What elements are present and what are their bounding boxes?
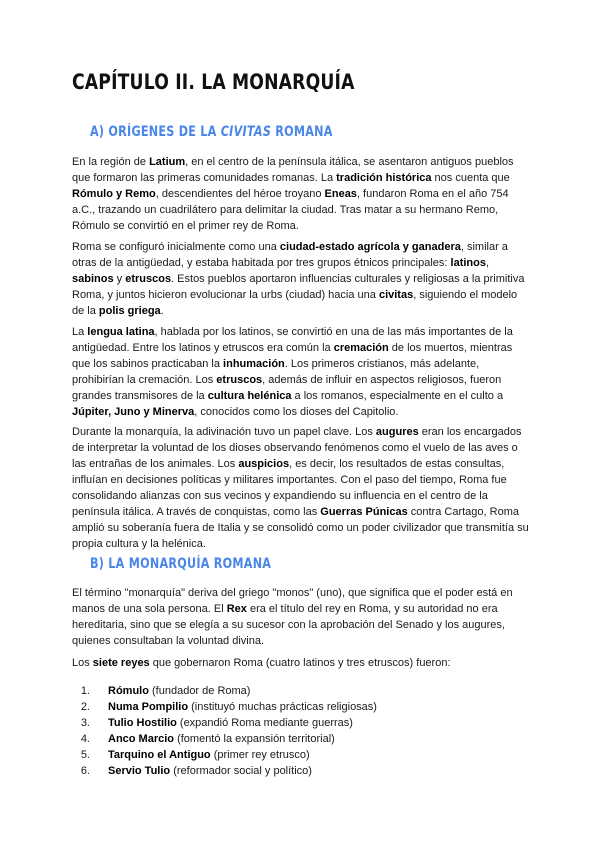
text-run: En la región de [72,156,150,168]
text-run: Los [72,657,93,669]
bold-term: etruscos [125,273,172,285]
paragraph-monarchy-term [72,585,532,649]
bold-term: sabinos [72,273,114,285]
king-description: (expandió Roma mediante guerras) [176,717,353,729]
text-run: , similar a otras de la antigüedad, y estaba habitada por tres grupos étnicos principales: [72,241,508,269]
bold-term: Eneas [324,188,357,200]
text-run: , fundaron Roma en el año 754 a.C., trazando un cuadrilátero para delimitar la ciudad. Tras matar a su hermano Remo, Rómulo se convirtió en el primer rey de Roma. [72,188,509,232]
list-number: 5. [80,749,90,761]
paragraph-city-state [72,239,532,319]
text-run: contra Cartago, Roma amplió su soberanía fuera de Italia y se consolidó como un poder civilizador que transmitía su propia cultura y la helénica. [72,506,529,550]
text-run: . Estos pueblos aportaron influencias culturales y religiosas a la primitiva Roma, y juntos hicieron evolucionar la urbs (ciudad) hacia una [72,273,525,301]
section-a-heading [90,124,333,140]
king-list-item [72,715,532,731]
list-number: 3. [80,717,90,729]
text-run: , es decir, los resultados de estas consultas, influían en decisiones políticas y militares importantes. Con el paso del tiempo, Roma fue consolidando alianzas con sus vecinos y expandiendo su influencia en el centro de la península itálica. A través de conquistas, como las [72,458,507,518]
text-run: nos cuenta que [431,172,510,184]
text-run: Roma se configuró inicialmente como una [72,241,280,253]
bold-term: cultura helénica [207,390,292,402]
chapter-title: CAPÍTULO II. LA MONARQUÍA [72,70,355,94]
king-list-item [72,747,532,763]
king-list-item [72,731,532,747]
section-a-prefix: A) ORÍGENES DE LA [90,124,221,140]
bold-term: augures [375,426,419,438]
section-a-suffix: ROMANA [271,124,333,140]
kings-list [72,683,532,779]
text-run: eran los encargados de interpretar la voluntad de los dioses observando fenómenos como el vuelo de las aves o las entrañas de los animales. Los [72,426,522,470]
text-run: Durante la monarquía, la adivinación tuvo un papel clave. Los [72,426,376,438]
list-number: 1. [80,685,90,697]
king-description: (fomentó la expansión territorial) [174,733,335,745]
list-number: 4. [80,733,90,745]
list-number: 6. [80,765,90,777]
king-name: Tarquino el Antiguo [108,749,211,761]
text-run: , descendientes del héroe troyano [155,188,325,200]
king-name: Servio Tulio [108,765,171,777]
bold-term: latinos [450,257,486,269]
bold-term: Rómulo y Remo [72,188,156,200]
king-name: Tulio Hostilio [108,717,177,729]
bold-term: polis griega [98,305,161,317]
paragraph-divination [72,424,532,552]
bold-term: siete reyes [92,657,150,669]
paragraph-origins [72,154,532,234]
king-description: (instituyó muchas prácticas religiosas) [188,701,377,713]
paragraph-language [72,324,532,420]
text-run: , en el centro de la península itálica, se asentaron antiguos pueblos que formaron las primeras comunidades romanas. La [72,156,514,184]
king-list-item [72,683,532,699]
king-list-item [72,699,532,715]
bold-term: civitas [378,289,414,301]
king-name: Anco Marcio [108,733,175,745]
king-name: Numa Pompilio [108,701,189,713]
bold-term: Latium [149,156,186,168]
text-run: de los muertos, mientras que los sabinos practicaban la [72,342,513,370]
bold-term: etruscos [216,374,263,386]
bold-term: cremación [333,342,389,354]
text-run: , siguiendo el modelo de la [72,289,518,317]
king-name: Rómulo [108,685,149,697]
section-b-heading: B) LA MONARQUÍA ROMANA [90,556,272,572]
bold-term: auspicios [238,458,290,470]
text-run: que gobernaron Roma (cuatro latinos y tres etruscos) fueron: [149,657,451,669]
bold-term: Guerras Púnicas [320,506,408,518]
text-run: La [72,326,88,338]
king-description: (reformador social y político) [170,765,312,777]
bold-term: lengua latina [87,326,155,338]
bold-term: tradición histórica [336,172,432,184]
bold-term: inhumación [223,358,285,370]
bold-term: Rex [226,603,247,615]
text-run: , conocidos como los dioses del Capitolio. [194,406,399,418]
text-run: El término "monarquía" deriva del griego "monos" (uno), que significa que el poder está en manos de una sola persona. El [72,587,513,615]
bold-term: ciudad-estado agrícola y ganadera [279,241,461,253]
king-description: (primer rey etrusco) [210,749,310,761]
text-run: . Los primeros cristianos, más adelante, prohibirían la cremación. Los [72,358,480,386]
paragraph-seven-kings [72,655,532,671]
text-run: , hablada por los latinos, se convirtió en una de las más importantes de la antigüedad. Entre los latinos y etruscos era común la [72,326,513,354]
king-description: (fundador de Roma) [148,685,251,697]
king-list-item [72,763,532,779]
section-a-italic: CIVITAS [220,124,272,140]
text-run: a los romanos, especialmente en el culto a [291,390,504,402]
text-run: era el título del rey en Roma, y su autoridad no era hereditaria, sino que se elegía a su sucesor con la aprobación del Senado y los augures, quienes consultaban la voluntad divina. [72,603,505,647]
list-number: 2. [80,701,90,713]
text-run: , [485,257,490,269]
bold-term: Júpiter, Juno y Minerva [72,406,195,418]
text-run: y [113,273,126,285]
text-run: , además de influir en aspectos religiosos, fueron grandes transmisores de la [72,374,502,402]
text-run: . [160,305,164,317]
